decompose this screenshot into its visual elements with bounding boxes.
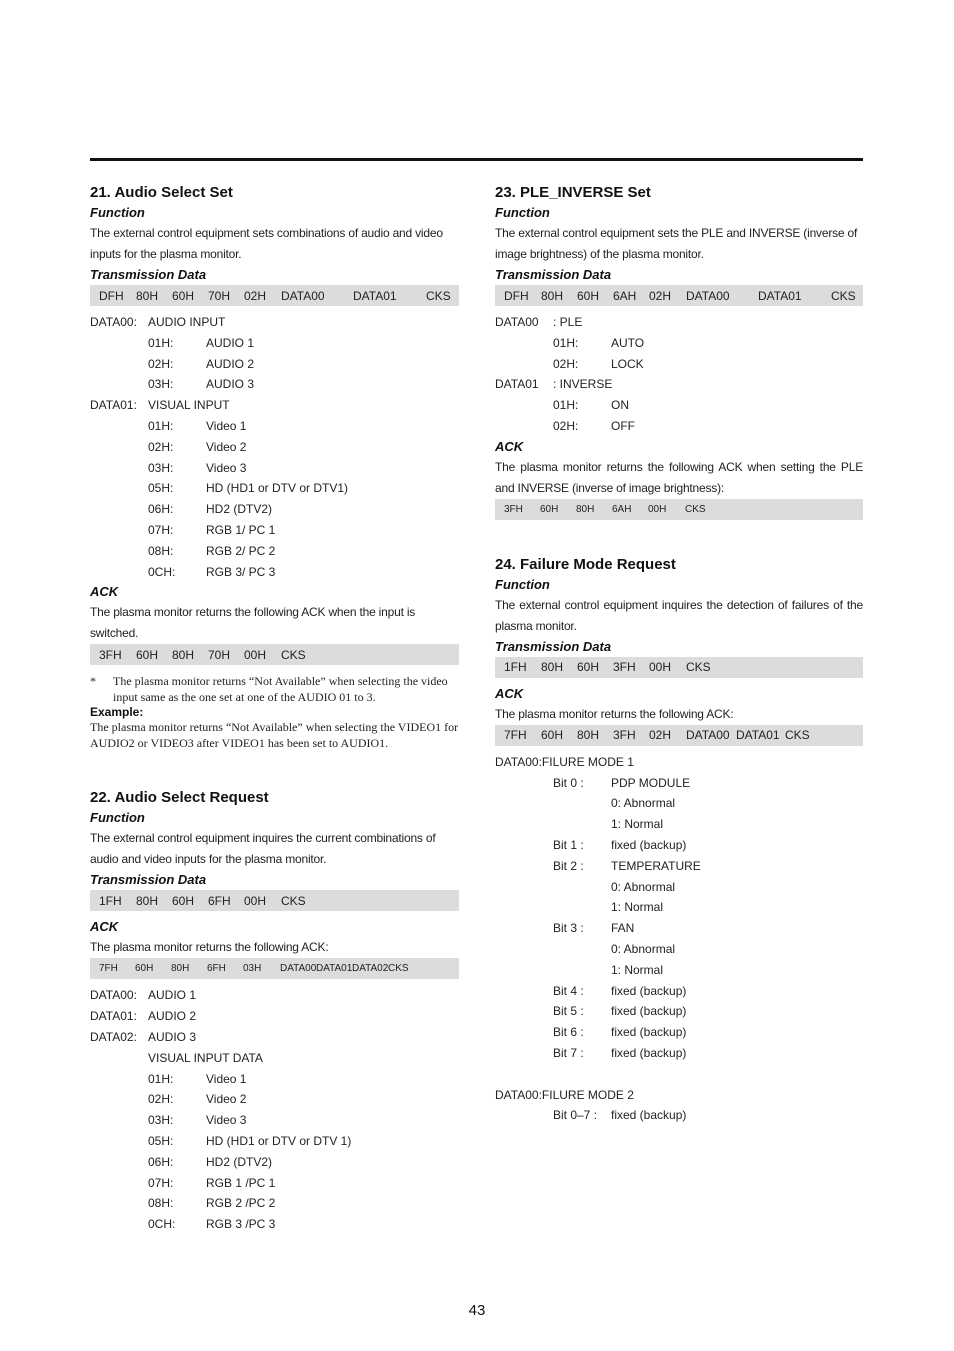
right-column: [495, 182, 863, 1126]
field: 02H: [649, 728, 672, 743]
section-21: [90, 182, 459, 751]
field: 1FH: [504, 660, 527, 675]
field: 7FH: [504, 728, 527, 743]
def-row: Bit 4 : fixed (backup): [553, 983, 687, 998]
field: 60H: [172, 893, 195, 908]
def-row: 03H: Video 3: [148, 460, 247, 475]
def-row: DATA00: AUDIO INPUT: [90, 315, 226, 329]
def-row: 03H: Video 3: [148, 1113, 247, 1128]
function-text: The external control equipment inquires the current combinations of audio and video inputs for the plasma monitor.: [90, 831, 436, 867]
page-number: 43: [468, 1302, 486, 1319]
transmission-label: Transmission Data: [495, 267, 612, 282]
function-text: The external control equipment sets combinations of audio and video inputs for the plasma monitor.: [90, 226, 443, 261]
field: DATA00: [686, 728, 730, 743]
transmission-label: Transmission Data: [495, 638, 612, 654]
field: CKS: [281, 893, 306, 908]
def-row: 07H: RGB 1/ PC 1: [148, 522, 276, 537]
def-row: DATA00:FILURE MODE 1: [495, 754, 634, 769]
field: 00H: [244, 647, 267, 662]
field: 1FH: [99, 893, 122, 908]
ack-bar: [495, 725, 863, 746]
def-row: 01H: ON: [553, 398, 629, 413]
section-23: [495, 182, 863, 520]
section-title: 22. Audio Select Request: [90, 789, 269, 807]
field: 3FH: [504, 503, 523, 515]
field: 60H: [541, 728, 564, 743]
ack-text: The plasma monitor returns the following ACK:: [495, 706, 734, 721]
def-row: 01H: AUDIO 1: [148, 335, 255, 350]
field: DATA00: [686, 288, 730, 303]
field: 6FH: [207, 963, 226, 975]
field: 03H: [243, 963, 262, 975]
def-row: Bit 7 : fixed (backup): [553, 1045, 687, 1060]
field: 3FH: [99, 647, 122, 662]
def-row: DATA01: AUDIO 2: [90, 1009, 197, 1024]
def-row: 0CH: RGB 3 /PC 3: [148, 1217, 276, 1232]
def-row: 03H: AUDIO 3: [148, 377, 255, 392]
def-row: 01H: Video 1: [148, 418, 247, 433]
field: CKS: [685, 503, 706, 515]
field: 80H: [541, 660, 564, 675]
def-row: 02H: LOCK: [553, 356, 644, 371]
def-row: 07H: RGB 1 /PC 1: [148, 1175, 276, 1190]
ack-text: The plasma monitor returns the following ACK when setting the PLE and INVERSE (inverse of image brightness):: [495, 459, 863, 495]
field: DFH: [504, 288, 529, 303]
transmission-bar: [90, 890, 459, 911]
field: CKS: [281, 647, 306, 662]
ack-label: ACK: [495, 685, 524, 701]
section-title: 23. PLE_INVERSE Set: [495, 184, 651, 201]
ack-label: ACK: [90, 584, 119, 600]
def-row: Bit 3 : FAN: [553, 921, 635, 936]
def-row: DATA00: AUDIO 1: [90, 988, 197, 1003]
ack-label: ACK: [495, 438, 524, 454]
field: 80H: [172, 647, 195, 662]
def-row: 02H: Video 2: [148, 439, 247, 454]
def-row: Bit 0 : PDP MODULE: [553, 775, 691, 790]
field: 3FH: [613, 660, 636, 675]
ack-text: The plasma monitor returns the following ACK:: [90, 940, 329, 955]
top-rule: [90, 158, 863, 161]
field: CKS: [785, 728, 810, 743]
field: 70H: [208, 647, 231, 662]
field: DATA00: [280, 963, 317, 975]
field: 70H: [208, 288, 231, 303]
field: DATA01: [736, 728, 780, 743]
def-row: Bit 0–7 : fixed (backup): [553, 1108, 687, 1123]
def-row: 0: Abnormal: [611, 796, 676, 811]
field: 80H: [136, 288, 159, 303]
def-row: 01H: Video 1: [148, 1071, 247, 1086]
field: 60H: [577, 288, 600, 303]
transmission-bar: [90, 285, 459, 306]
ack-bar: [90, 958, 459, 979]
field: 00H: [244, 893, 267, 908]
field: 60H: [135, 963, 154, 975]
def-row: 1: Normal: [611, 817, 664, 832]
def-row: 0: Abnormal: [611, 879, 676, 894]
example-text: The plasma monitor returns “Not Available” when selecting the VIDEO1 for AUDIO2 or VIDEO3 after VIDEO1 has been set to AUDIO1.: [90, 720, 459, 751]
function-text: The external control equipment sets the PLE and INVERSE (inverse of image brightness) of the plasma monitor.: [495, 226, 858, 261]
def-row: 1: Normal: [611, 900, 664, 915]
def-row: 01H: AUTO: [553, 335, 645, 350]
field: 00H: [648, 503, 667, 515]
section-22: [90, 787, 459, 1235]
field: 7FH: [99, 963, 118, 975]
def-row: 1: Normal: [611, 962, 664, 977]
example-label: Example:: [90, 705, 144, 720]
field: DATA01: [758, 288, 802, 303]
def-row: DATA00:FILURE MODE 2: [495, 1087, 634, 1102]
field: 80H: [577, 728, 600, 743]
def-row: 02H: AUDIO 2: [148, 356, 255, 371]
def-row: Bit 2 : TEMPERATURE: [553, 858, 701, 873]
function-label: Function: [90, 810, 145, 826]
field: 60H: [172, 288, 195, 303]
field: 60H: [136, 647, 159, 662]
def-row: 06H: HD2 (DTV2): [148, 1154, 273, 1169]
field: 80H: [136, 893, 159, 908]
ack-bar: [90, 644, 459, 665]
def-row: DATA01 : INVERSE: [495, 377, 613, 392]
def-row: DATA01: VISUAL INPUT: [90, 398, 230, 413]
footnote: * The plasma monitor returns “Not Available” when selecting the video input same as the one set at one of the AUDIO 01 to 3.: [90, 674, 448, 705]
def-row: Bit 1 : fixed (backup): [553, 837, 687, 852]
def-row: 06H: HD2 (DTV2): [148, 502, 273, 517]
field: 60H: [540, 503, 559, 515]
def-row: 08H: RGB 2/ PC 2: [148, 543, 276, 558]
transmission-bar: [495, 285, 863, 306]
field: CKS: [686, 660, 711, 675]
section-title: 24. Failure Mode Request: [495, 555, 676, 573]
left-column: [90, 182, 459, 1235]
def-row: VISUAL INPUT DATA: [148, 1050, 263, 1065]
def-row: Bit 5 : fixed (backup): [553, 1004, 687, 1019]
field: 6FH: [208, 893, 231, 908]
function-label: Function: [495, 576, 550, 592]
field: 02H: [649, 288, 672, 303]
ack-label: ACK: [90, 919, 119, 935]
field: 80H: [541, 288, 564, 303]
def-row: 02H: OFF: [553, 418, 635, 433]
section-title: 21. Audio Select Set: [90, 184, 233, 201]
def-row: 08H: RGB 2 /PC 2: [148, 1196, 276, 1211]
field: DATA02: [352, 963, 389, 975]
ack-text: The plasma monitor returns the following ACK when the input is switched.: [90, 605, 416, 641]
function-text: The external control equipment inquires the detection of failures of the plasma monitor.: [495, 597, 863, 633]
function-label: Function: [495, 205, 550, 220]
transmission-label: Transmission Data: [90, 872, 207, 888]
field: 6AH: [613, 288, 637, 303]
field: 00H: [649, 660, 672, 675]
def-row: 05H: HD (HD1 or DTV or DTV 1): [148, 1133, 352, 1148]
field: DATA01: [316, 963, 353, 975]
field: CKS: [831, 288, 856, 303]
transmission-bar: [495, 657, 863, 678]
def-row: 05H: HD (HD1 or DTV or DTV1): [148, 481, 349, 496]
field: 6AH: [612, 503, 632, 515]
def-row: Bit 6 : fixed (backup): [553, 1025, 687, 1040]
def-row: DATA02: AUDIO 3: [90, 1029, 197, 1044]
field: 02H: [244, 288, 267, 303]
field: DATA01: [353, 288, 397, 303]
field: CKS: [388, 963, 409, 975]
def-row: 02H: Video 2: [148, 1092, 247, 1107]
field: DFH: [99, 288, 124, 303]
section-24: [495, 554, 863, 1126]
field: 80H: [576, 503, 595, 515]
ack-bar: [495, 499, 863, 520]
def-row: DATA00 : PLE: [495, 315, 583, 329]
def-row: 0: Abnormal: [611, 941, 676, 956]
field: DATA00: [281, 288, 325, 303]
function-label: Function: [90, 205, 145, 220]
def-row: 0CH: RGB 3/ PC 3: [148, 564, 276, 579]
transmission-label: Transmission Data: [90, 267, 207, 282]
field: 60H: [577, 660, 600, 675]
field: CKS: [426, 288, 451, 303]
field: 3FH: [613, 728, 636, 743]
field: 80H: [171, 963, 190, 975]
